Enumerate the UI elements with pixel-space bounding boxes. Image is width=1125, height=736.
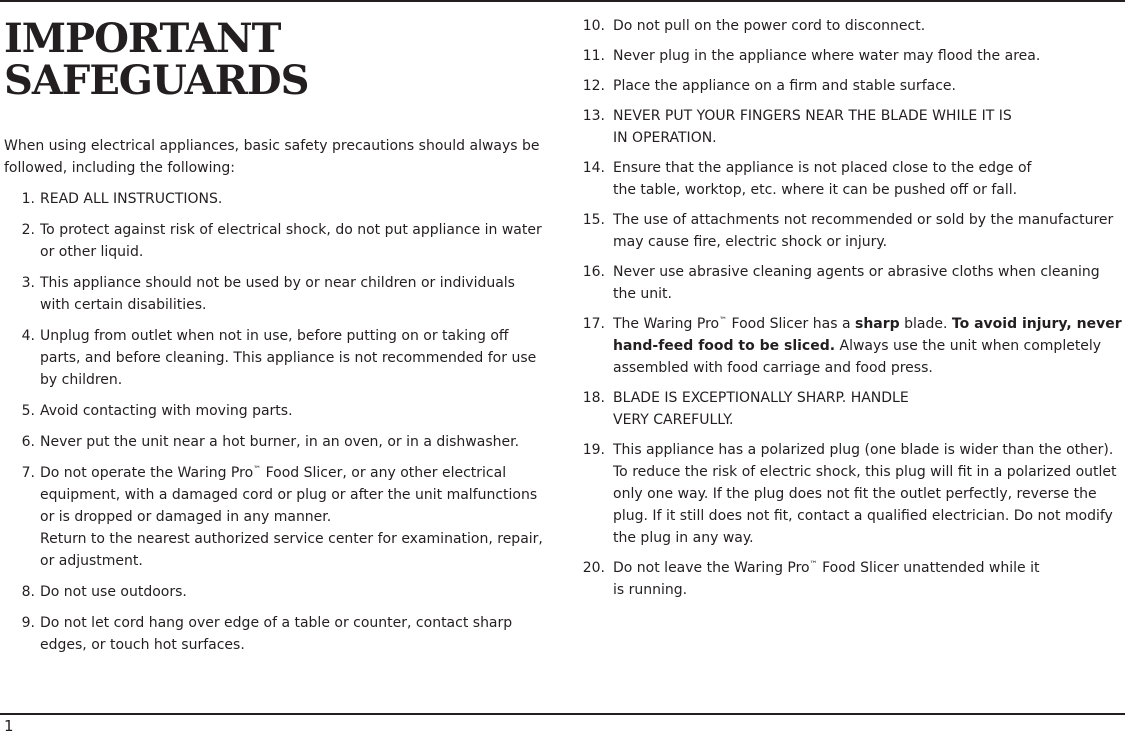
- safeguard-item-4: [0, 325, 548, 391]
- item-text: READ ALL INSTRUCTIONS.: [40, 191, 223, 207]
- safeguard-item-12: [578, 75, 1123, 97]
- safeguard-item-11: [578, 45, 1123, 67]
- safeguard-item-10: [578, 15, 1123, 37]
- item-number: 9.: [21, 615, 35, 631]
- item-text-part: blade.: [899, 316, 952, 332]
- safeguard-item-14: [578, 157, 1123, 201]
- item-number: 2.: [21, 222, 35, 238]
- item-text-part: The Waring Pro: [613, 316, 720, 332]
- item-number: 16.: [582, 264, 605, 280]
- item-number: 18.: [582, 390, 605, 406]
- safeguard-item-1: [0, 188, 548, 210]
- trademark-symbol: ™: [253, 464, 262, 474]
- item-text: [613, 316, 1122, 376]
- safeguard-item-6: [0, 431, 548, 453]
- item-text-part: Do not operate the Waring Pro: [40, 465, 254, 481]
- item-text-part: Food Slicer has a: [727, 316, 855, 332]
- item-text-line: Return to the nearest authorized service center for examination, repair, or adjustment.: [40, 531, 543, 569]
- item-text-line: is running.: [613, 582, 688, 598]
- item-number: 5.: [21, 403, 35, 419]
- safeguard-item-8: [0, 581, 548, 603]
- item-number: 3.: [21, 275, 35, 291]
- item-number: 1.: [21, 191, 35, 207]
- item-text-line: VERY CAREFULLY.: [613, 412, 734, 428]
- safeguard-item-20: [578, 557, 1123, 601]
- item-text: [613, 560, 1123, 601]
- item-number: 6.: [21, 434, 35, 450]
- item-number: 10.: [582, 18, 605, 34]
- item-text: Never put the unit near a hot burner, in an oven, or in a dishwasher.: [40, 434, 520, 450]
- safeguard-item-16: [578, 261, 1123, 305]
- safeguard-item-2: [0, 219, 548, 263]
- item-text-line: NEVER PUT YOUR FINGERS NEAR THE BLADE WHILE IT IS: [613, 108, 1012, 124]
- item-number: 14.: [582, 160, 605, 176]
- safeguard-item-15: [578, 209, 1123, 253]
- sharp-emphasis: sharp: [854, 316, 900, 332]
- safeguard-item-17: [578, 313, 1123, 379]
- item-number: 13.: [582, 108, 605, 124]
- item-text: Do not let cord hang over edge of a table or counter, contact sharp edges, or touch hot surfaces.: [40, 615, 513, 653]
- item-number: 12.: [582, 78, 605, 94]
- item-text-line: the table, worktop, etc. where it can be pushed off or fall.: [613, 182, 1018, 198]
- item-text-part: Do not leave the Waring Pro: [613, 560, 810, 576]
- item-text-line: Ensure that the appliance is not placed close to the edge of: [613, 160, 1032, 176]
- safeguard-item-13: [578, 105, 1123, 149]
- item-text: Never use abrasive cleaning agents or abrasive cloths when cleaning the unit.: [613, 264, 1100, 302]
- item-text: Do not pull on the power cord to disconnect.: [613, 18, 926, 34]
- safeguard-item-19: [578, 439, 1123, 549]
- safeguard-item-7: [0, 462, 548, 572]
- item-text: This appliance has a polarized plug (one blade is wider than the other). To reduce the risk of electric shock, this plug will fit in a polarized outlet only one way. If the plug does not fit the outlet perfectly, reverse the plug. If it still does not fit, contact a qualified electrician. Do not modify the plug in any way.: [613, 442, 1117, 546]
- safeguard-item-18: [578, 387, 1123, 431]
- item-text: Place the appliance on a firm and stable surface.: [613, 78, 956, 94]
- item-text: Avoid contacting with moving parts.: [40, 403, 293, 419]
- item-text: Do not use outdoors.: [40, 584, 187, 600]
- trademark-symbol: ™: [809, 559, 818, 569]
- title-line-1: IMPORTANT: [4, 15, 281, 62]
- item-number: 4.: [21, 328, 35, 344]
- page-number: 1: [4, 717, 14, 735]
- safeguards-list-left: [0, 188, 548, 665]
- item-text: Unplug from outlet when not in use, before putting on or taking off parts, and before cleaning. This appliance is not recommended for use by children.: [40, 328, 537, 388]
- trademark-symbol: ™: [719, 315, 728, 325]
- item-number: 19.: [582, 442, 605, 458]
- item-text: [40, 465, 548, 572]
- item-number: 15.: [582, 212, 605, 228]
- safeguard-item-3: [0, 272, 548, 316]
- item-text: The use of attachments not recommended or sold by the manufacturer may cause fire, electric shock or injury.: [613, 212, 1114, 250]
- safeguards-list-right: [578, 15, 1123, 609]
- item-number: 20.: [582, 560, 605, 576]
- item-number: 7.: [21, 465, 35, 481]
- item-number: 8.: [21, 584, 35, 600]
- top-rule: [0, 0, 1125, 2]
- item-text: To protect against risk of electrical shock, do not put appliance in water or other liquid.: [40, 222, 542, 260]
- item-text: This appliance should not be used by or near children or individuals with certain disabilities.: [40, 275, 515, 313]
- item-text-line: BLADE IS EXCEPTIONALLY SHARP. HANDLE: [613, 390, 909, 406]
- page-title: [4, 15, 309, 104]
- bottom-rule: [0, 713, 1125, 715]
- item-text-line: IN OPERATION.: [613, 130, 717, 146]
- item-number: 17.: [582, 316, 605, 332]
- injury-warning: To avoid injury, never hand-feed food to be sliced.: [613, 316, 1122, 354]
- item-number: 11.: [582, 48, 605, 64]
- safeguard-item-9: [0, 612, 548, 656]
- item-text-part: Always use the unit when completely assembled with food carriage and food press.: [613, 338, 1102, 376]
- title-line-2: SAFEGUARDS: [4, 57, 309, 104]
- item-text-part: Food Slicer, or any other electrical equipment, with a damaged cord or plug or after the unit malfunctions or is dropped or damaged in any manner.: [40, 465, 538, 525]
- intro-paragraph: When using electrical appliances, basic safety precautions should always be followed, including the following:: [4, 138, 540, 176]
- item-text-part: Food Slicer unattended while it: [817, 560, 1040, 576]
- safeguard-item-5: [0, 400, 548, 422]
- item-text: Never plug in the appliance where water may flood the area.: [613, 48, 1041, 64]
